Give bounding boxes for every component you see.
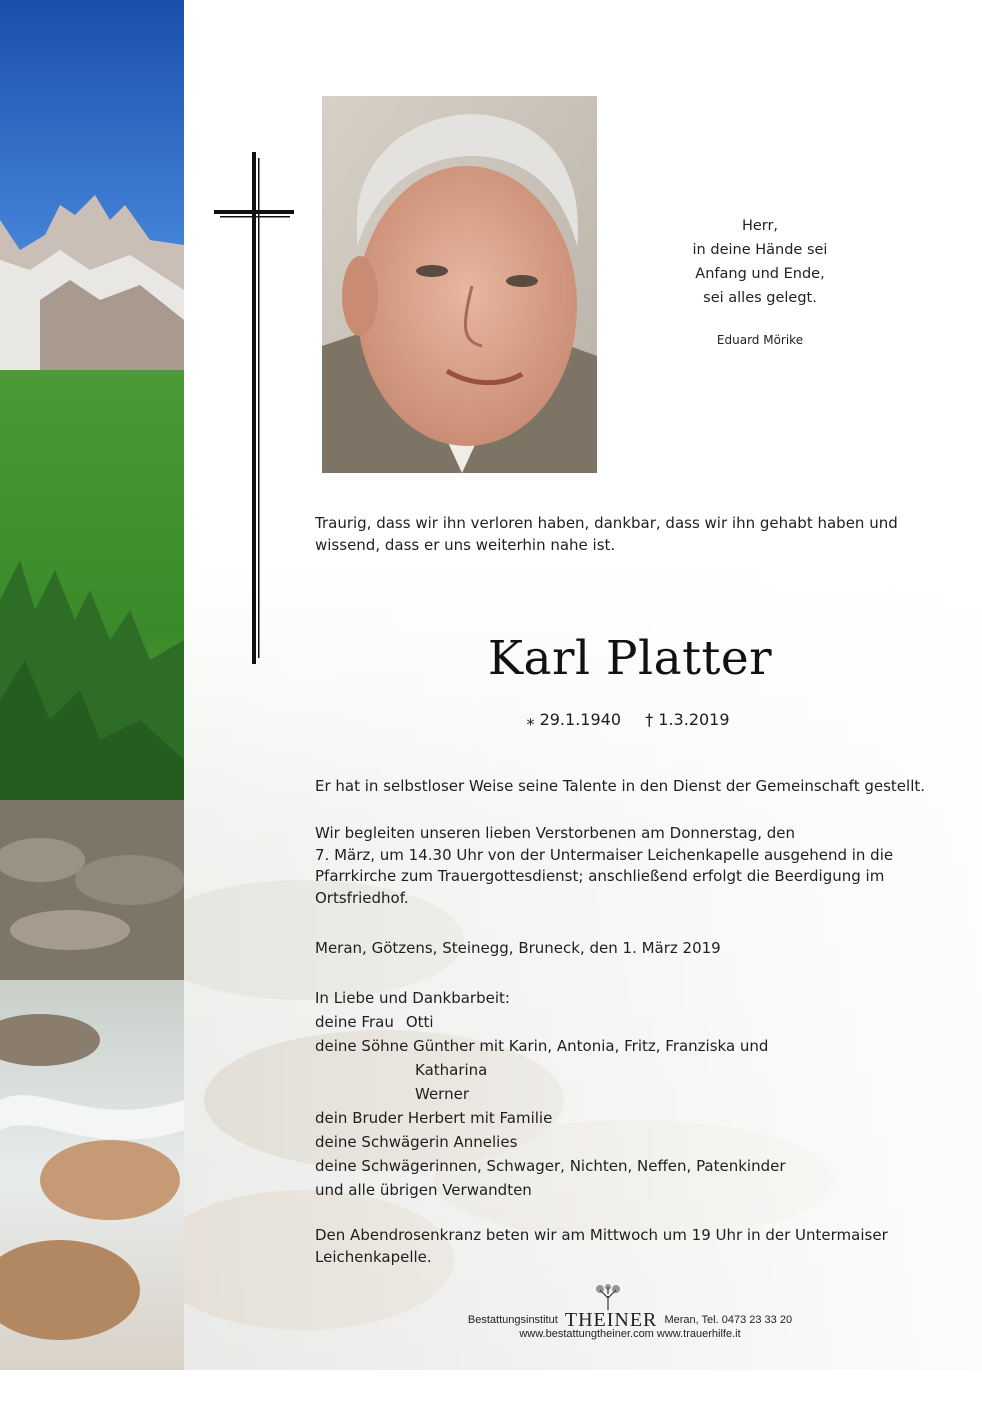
footer-websites[interactable]: www.bestattungtheiner.com www.trauerhilfe.it bbox=[519, 1328, 741, 1340]
talents-line: Er hat in selbstloser Weise seine Talente in den Dienst der Gemeinschaft gestellt. bbox=[315, 777, 926, 795]
mourner-sister-in-law: deine Schwägerin Annelies bbox=[315, 1133, 518, 1151]
intro-line: wissend, dass er uns weiterhin nahe ist. bbox=[315, 535, 616, 554]
footer-brand-logo: THEINER bbox=[564, 1309, 658, 1331]
mourner-sons-cont: Werner bbox=[415, 1085, 469, 1103]
funeral-home-footer bbox=[440, 1284, 820, 1354]
funeral-line: 7. März, um 14.30 Uhr von der Untermaiser Leichenkapelle ausgehend in die bbox=[315, 845, 894, 864]
landscape-strip-image bbox=[0, 0, 184, 1370]
birth-symbol-icon: ⁎ bbox=[526, 710, 535, 729]
place-date-line: Meran, Götzens, Steinegg, Bruneck, den 1. März 2019 bbox=[315, 939, 721, 957]
funeral-line: Pfarrkirche zum Trauergottesdienst; anschließend erfolgt die Beerdigung im bbox=[315, 867, 885, 885]
quote-text bbox=[640, 214, 880, 310]
quote-line: in deine Hände sei bbox=[692, 242, 828, 258]
mourner-relatives: deine Schwägerinnen, Schwager, Nichten, Neffen, Patenkinder bbox=[315, 1157, 786, 1175]
mourner-others: und alle übrigen Verwandten bbox=[315, 1181, 532, 1199]
cross-icon bbox=[214, 152, 296, 664]
place-date bbox=[315, 938, 935, 960]
quote-line: Herr, bbox=[741, 218, 779, 234]
intro-text bbox=[315, 513, 935, 556]
death-date: 1.3.2019 bbox=[658, 710, 730, 729]
mourner-brother: dein Bruder Herbert mit Familie bbox=[315, 1109, 553, 1127]
deceased-name: Karl Platter bbox=[487, 631, 773, 686]
death-symbol-icon: † bbox=[645, 710, 654, 729]
mourners-heading: In Liebe und Dankbarbeit: bbox=[315, 989, 510, 1007]
quote-line: sei alles gelegt. bbox=[703, 290, 817, 306]
mourners-list bbox=[315, 986, 935, 1202]
life-dates bbox=[468, 708, 788, 732]
footer-institute: Bestattungsinstitut bbox=[467, 1314, 558, 1326]
mourner-wife bbox=[315, 1010, 935, 1034]
portrait-photo bbox=[322, 96, 597, 473]
mourner-sons-cont: Katharina bbox=[415, 1061, 488, 1079]
rosary-line: Leichenkapelle. bbox=[315, 1247, 432, 1266]
quote-author: Eduard Mörike bbox=[716, 333, 804, 347]
mourner-sons: deine Söhne Günther mit Karin, Antonia, Fritz, Franziska und bbox=[315, 1037, 769, 1055]
funeral-text bbox=[315, 823, 935, 909]
talents-text bbox=[315, 776, 935, 798]
wife-label: deine Frau bbox=[315, 1013, 394, 1031]
quote-line: Anfang und Ende, bbox=[695, 266, 825, 282]
funeral-line: Ortsfriedhof. bbox=[315, 888, 409, 907]
rosary-text bbox=[315, 1225, 935, 1268]
birth-date: 29.1.1940 bbox=[539, 710, 621, 729]
wife-name: Otti bbox=[405, 1013, 434, 1031]
tree-logo-icon bbox=[588, 1284, 628, 1310]
intro-line: Traurig, dass wir ihn verloren haben, dankbar, dass wir ihn gehabt haben und bbox=[315, 514, 898, 532]
funeral-line: Wir begleiten unseren lieben Verstorbenen am Donnerstag, den bbox=[315, 824, 796, 842]
rosary-line: Den Abendrosenkranz beten wir am Mittwoch um 19 Uhr in der Untermaiser bbox=[315, 1226, 888, 1244]
footer-contact: Meran, Tel. 0473 23 33 20 bbox=[664, 1314, 793, 1326]
